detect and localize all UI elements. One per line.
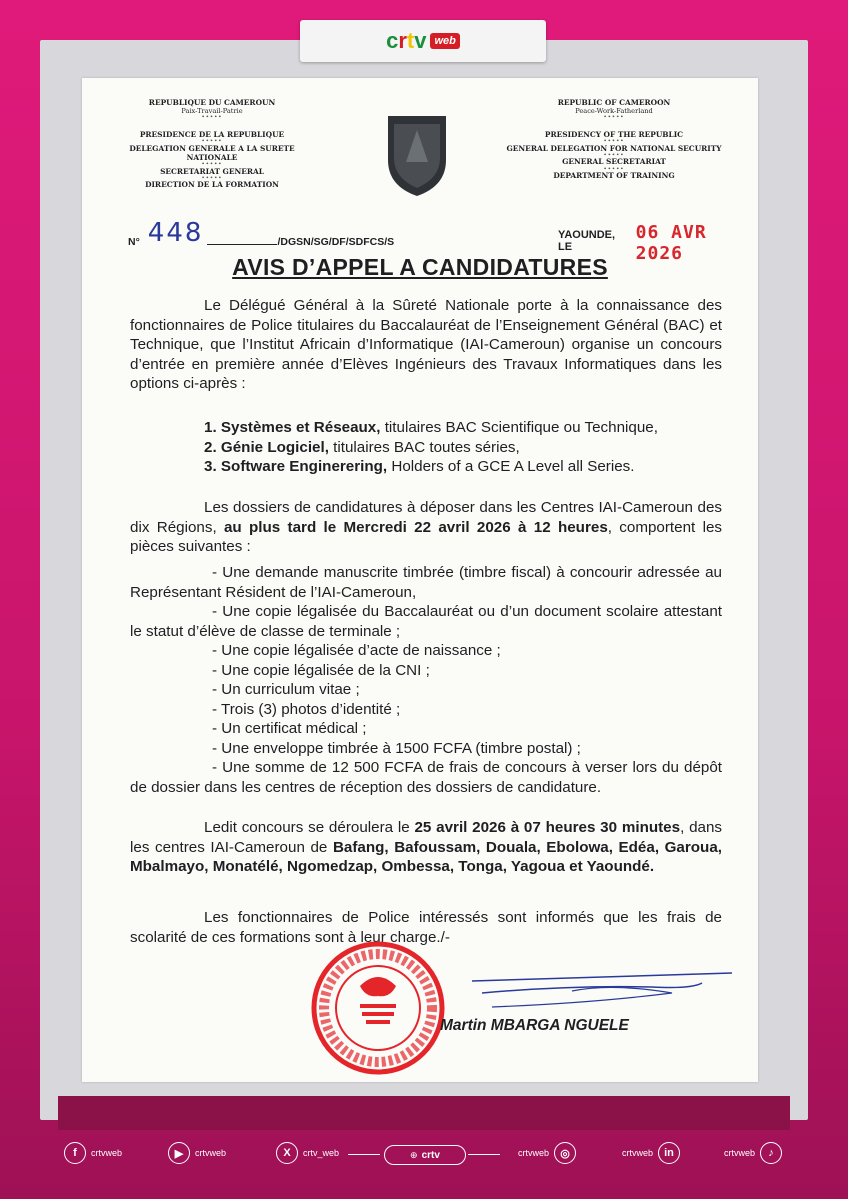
social-x[interactable] — [276, 1142, 339, 1164]
list-item: - Un curriculum vitae ; — [212, 681, 360, 698]
x-icon: X — [276, 1142, 298, 1164]
reference-prefix: N° — [128, 236, 140, 248]
signature-mark-icon — [452, 963, 742, 1023]
youtube-icon: ▶ — [168, 1142, 190, 1164]
facebook-handle: crtvweb — [91, 1148, 123, 1158]
divider: ••••• — [201, 114, 223, 121]
intro-paragraph: Le Délégué Général à la Sûreté Nationale porte à la connaissance des fonctionnaires de Police titulaires du Baccalauréat de l’Enseignement Général (BAC) et Technique, que l’Institut Africain d’Informatique (IAI-Cameroun) organise un concours d’entrée en première année d’Elèves Ingénieurs des Travaux Informatiques dans les options ci-après : — [130, 297, 722, 392]
social-tiktok[interactable] — [724, 1142, 782, 1164]
header-right-country: REPUBLIC OF CAMEROON — [557, 98, 671, 107]
crtv-logo-bar[interactable] — [300, 20, 546, 62]
official-letter — [82, 78, 758, 1082]
list-item: - Une enveloppe timbrée à 1500 FCFA (timbre postal) ; — [212, 739, 581, 757]
header-left: REPUBLIQUE DU CAMEROUN Paix-Travail-Patrie ••••• PRESIDENCE DE LA REPUBLIQUE ••••• DELEGATION GENERALE A LA SURETE NATIONALE ••••• SECRETARIAT GENERAL ••••• DIRECTION DE LA FORMATION — [122, 98, 302, 190]
crtv-logo-web: web — [430, 33, 459, 49]
social-linkedin[interactable] — [622, 1142, 680, 1164]
header-right-secretariat: GENERAL SECRETARIAT — [562, 157, 666, 167]
mini-logo-text: crtv — [421, 1149, 440, 1161]
signatory-name: Martin MBARGA NGUELE — [440, 1017, 629, 1034]
header-left-presidency: PRESIDENCE DE LA REPUBLIQUE — [139, 129, 285, 139]
header-left-secretariat: SECRETARIAT GENERAL — [160, 166, 264, 176]
youtube-handle: crtvweb — [195, 1148, 227, 1158]
instagram-icon: ◎ — [554, 1142, 576, 1164]
header-right-motto: Peace-Work-Fatherland — [575, 107, 653, 116]
reference-suffix: /DGSN/SG/DF/SDFCS/S — [277, 236, 395, 248]
tiktok-handle: crtvweb — [724, 1148, 756, 1158]
header-left-delegation: DELEGATION GENERALE A LA SURETE NATIONALE — [129, 143, 295, 162]
date-stamp: 06 AVR 2026 — [635, 222, 707, 264]
list-item: - Une somme de 12 500 FCFA de frais de concours à verser lors du dépôt de dossier dans les centres de réception des dossiers de candidature. — [130, 759, 722, 796]
document-title: AVIS D’APPEL A CANDIDATURES — [232, 254, 608, 280]
crtv-logo-text: c r t v — [386, 28, 427, 53]
closing-paragraph: Les fonctionnaires de Police intéressés sont informés que les frais de scolarité de ces formations sont à leur charge./- — [130, 909, 722, 946]
social-bar — [0, 1136, 848, 1170]
social-facebook[interactable] — [64, 1142, 122, 1164]
pieces-list — [130, 563, 722, 797]
header-left-motto: Paix-Travail-Patrie — [181, 107, 243, 116]
facebook-icon: f — [64, 1142, 86, 1164]
list-item: - Une demande manuscrite timbrée (timbre fiscal) à concourir adressée au Représentant Résident de l’IAI-Cameroun, — [130, 564, 722, 601]
x-handle: crtv_web — [303, 1148, 340, 1158]
header-left-country: REPUBLIQUE DU CAMEROUN — [148, 98, 276, 107]
list-item: 1. Systèmes et Réseaux, titulaires BAC Scientifique ou Technique, — [204, 419, 658, 436]
dossiers-paragraph: Les dossiers de candidatures à déposer dans les Centres IAI-Cameroun des dix Régions, au plus tard le Mercredi 22 avril 2026 à 12 heures, comportent les pièces suivantes : — [130, 499, 722, 555]
header-left-direction: DIRECTION DE LA FORMATION — [145, 180, 279, 190]
list-item: 2. Génie Logiciel, titulaires BAC toutes séries, — [204, 438, 520, 456]
reference-number — [128, 218, 394, 248]
crtv-web-mini-logo[interactable] — [384, 1145, 466, 1165]
date-place: YAOUNDE, LE — [558, 229, 616, 253]
coat-of-arms-icon — [384, 112, 450, 198]
list-item: - Une copie légalisée du Baccalauréat ou d’un document scolaire attestant le statut d’élève de classe de terminale ; — [130, 603, 722, 640]
options-list — [204, 418, 658, 477]
social-instagram[interactable] — [518, 1142, 576, 1164]
social-youtube[interactable] — [168, 1142, 226, 1164]
list-item: - Trois (3) photos d’identité ; — [212, 700, 401, 718]
tiktok-icon: ♪ — [760, 1142, 782, 1164]
header-right-department: DEPARTMENT OF TRAINING — [553, 171, 675, 181]
list-item: 3. Software Enginerering, Holders of a GCE A Level all Series. — [204, 458, 635, 475]
list-item: - Un certificat médical ; — [212, 720, 367, 737]
official-seal-icon — [298, 938, 458, 1078]
bottom-band — [58, 1096, 790, 1130]
crtv-logo[interactable] — [386, 28, 460, 54]
concours-paragraph: Ledit concours se déroulera le 25 avril 2026 à 07 heures 30 minutes, dans les centres IAI-Cameroun de Bafang, Bafoussam, Douala, Ebolowa, Edéa, Garoua, Mbalmayo, Monatélé, Ngomedzap, Ombessa, Tonga, Yagoua et Yaoundé. — [130, 819, 723, 875]
list-item: - Une copie légalisée d’acte de naissance ; — [212, 642, 501, 659]
linkedin-handle: crtvweb — [622, 1148, 654, 1158]
list-item: - Une copie légalisée de la CNI ; — [212, 661, 430, 679]
reference-handwritten-number: 448 — [147, 218, 204, 248]
header-right: REPUBLIC OF CAMEROON Peace-Work-Fatherland ••••• PRESIDENCY OF THE REPUBLIC ••••• GENERAL DELEGATION FOR NATIONAL SECURITY ••••• GENERAL SECRETARIAT ••••• DEPARTMENT OF TRAINING — [494, 98, 734, 180]
linkedin-icon: in — [658, 1142, 680, 1164]
header-right-delegation: GENERAL DELEGATION FOR NATIONAL SECURITY — [506, 143, 722, 153]
header-right-presidency: PRESIDENCY OF THE REPUBLIC — [544, 129, 684, 139]
globe-icon: ⊕ — [410, 1149, 418, 1160]
instagram-handle: crtvweb — [518, 1148, 550, 1158]
